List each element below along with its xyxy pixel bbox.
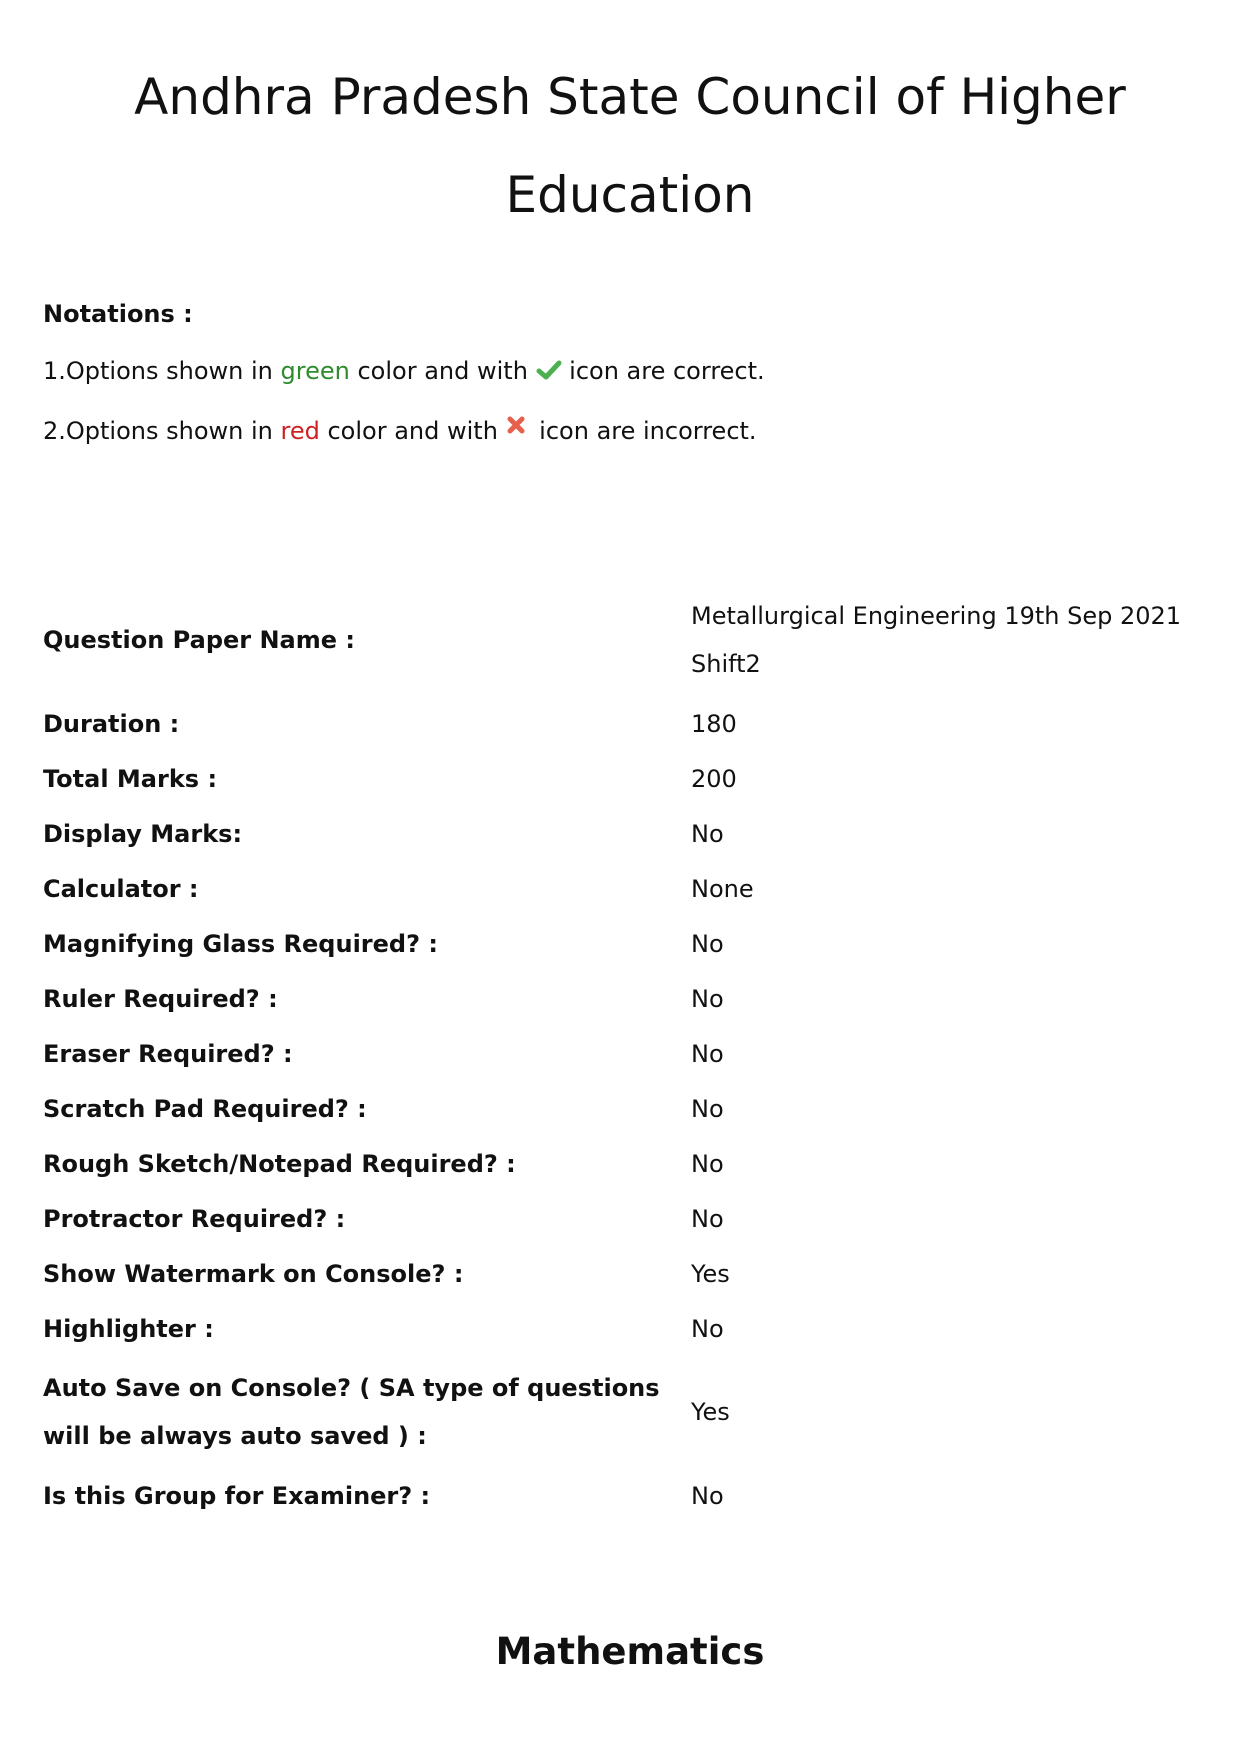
notation-correct-middle: color and with <box>349 357 536 385</box>
detail-label: Total Marks : <box>43 764 218 793</box>
detail-row-ruler <box>43 971 1193 1026</box>
detail-value: No <box>691 1149 724 1178</box>
detail-value: No <box>691 1314 724 1343</box>
detail-value: No <box>691 1481 724 1510</box>
detail-label: Scratch Pad Required? : <box>43 1094 367 1123</box>
detail-label: Ruler Required? : <box>43 984 278 1013</box>
detail-row-calculator <box>43 861 1193 916</box>
detail-value: 180 <box>691 709 737 738</box>
detail-value: No <box>691 819 724 848</box>
notation-correct-suffix: icon are correct. <box>561 357 765 385</box>
detail-row-protractor <box>43 1191 1193 1246</box>
detail-row-eraser <box>43 1026 1193 1081</box>
detail-label: Protractor Required? : <box>43 1204 346 1233</box>
green-color-word: green <box>280 357 350 385</box>
detail-value: No <box>691 929 724 958</box>
detail-value: No <box>691 1039 724 1068</box>
detail-label: Question Paper Name : <box>43 626 355 654</box>
detail-label: Display Marks: <box>43 819 243 848</box>
notation-incorrect <box>43 413 757 445</box>
notation-incorrect-suffix: icon are incorrect. <box>531 417 757 445</box>
section-title: Mathematics <box>495 1630 765 1673</box>
notation-correct-prefix: 1.Options shown in <box>43 357 281 385</box>
detail-label: Eraser Required? : <box>43 1039 293 1068</box>
notation-incorrect-middle: color and with <box>319 417 506 445</box>
detail-value: Yes <box>691 1398 730 1426</box>
detail-row-auto-save <box>43 1356 1193 1468</box>
detail-label: Calculator : <box>43 874 199 903</box>
detail-row-display-marks <box>43 806 1193 861</box>
detail-row-show-watermark <box>43 1246 1193 1301</box>
detail-row-highlighter <box>43 1301 1193 1356</box>
detail-label: Is this Group for Examiner? : <box>43 1481 431 1510</box>
notation-correct <box>43 357 765 385</box>
detail-row-magnifying-glass <box>43 916 1193 971</box>
red-color-word: red <box>280 417 320 445</box>
detail-row-total-marks <box>43 751 1193 806</box>
detail-row-question-paper-name <box>43 584 1193 696</box>
detail-value: No <box>691 1094 724 1123</box>
check-icon <box>536 359 562 381</box>
detail-value: 200 <box>691 764 737 793</box>
paper-details-table <box>43 584 1193 1523</box>
detail-label: Duration : <box>43 709 180 738</box>
cross-icon <box>506 413 526 433</box>
detail-value: No <box>691 1204 724 1233</box>
detail-label: Magnifying Glass Required? : <box>43 929 438 958</box>
detail-label: Show Watermark on Console? : <box>43 1259 464 1288</box>
detail-row-duration <box>43 696 1193 751</box>
detail-row-rough-sketch <box>43 1136 1193 1191</box>
notation-incorrect-prefix: 2.Options shown in <box>43 417 281 445</box>
detail-value: Metallurgical Engineering 19th Sep 2021 Shift2 <box>691 602 1182 678</box>
detail-label: Highlighter : <box>43 1314 214 1343</box>
detail-label: Auto Save on Console? ( SA type of questions will be always auto saved ) : <box>43 1374 660 1450</box>
detail-value: None <box>691 874 754 903</box>
detail-value: Yes <box>691 1259 730 1288</box>
detail-row-scratch-pad <box>43 1081 1193 1136</box>
detail-row-group-examiner <box>43 1468 1193 1523</box>
detail-label: Rough Sketch/Notepad Required? : <box>43 1149 516 1178</box>
page-title: Andhra Pradesh State Council of Higher Education <box>134 68 1126 224</box>
notations-heading: Notations : <box>43 300 193 328</box>
detail-value: No <box>691 984 724 1013</box>
